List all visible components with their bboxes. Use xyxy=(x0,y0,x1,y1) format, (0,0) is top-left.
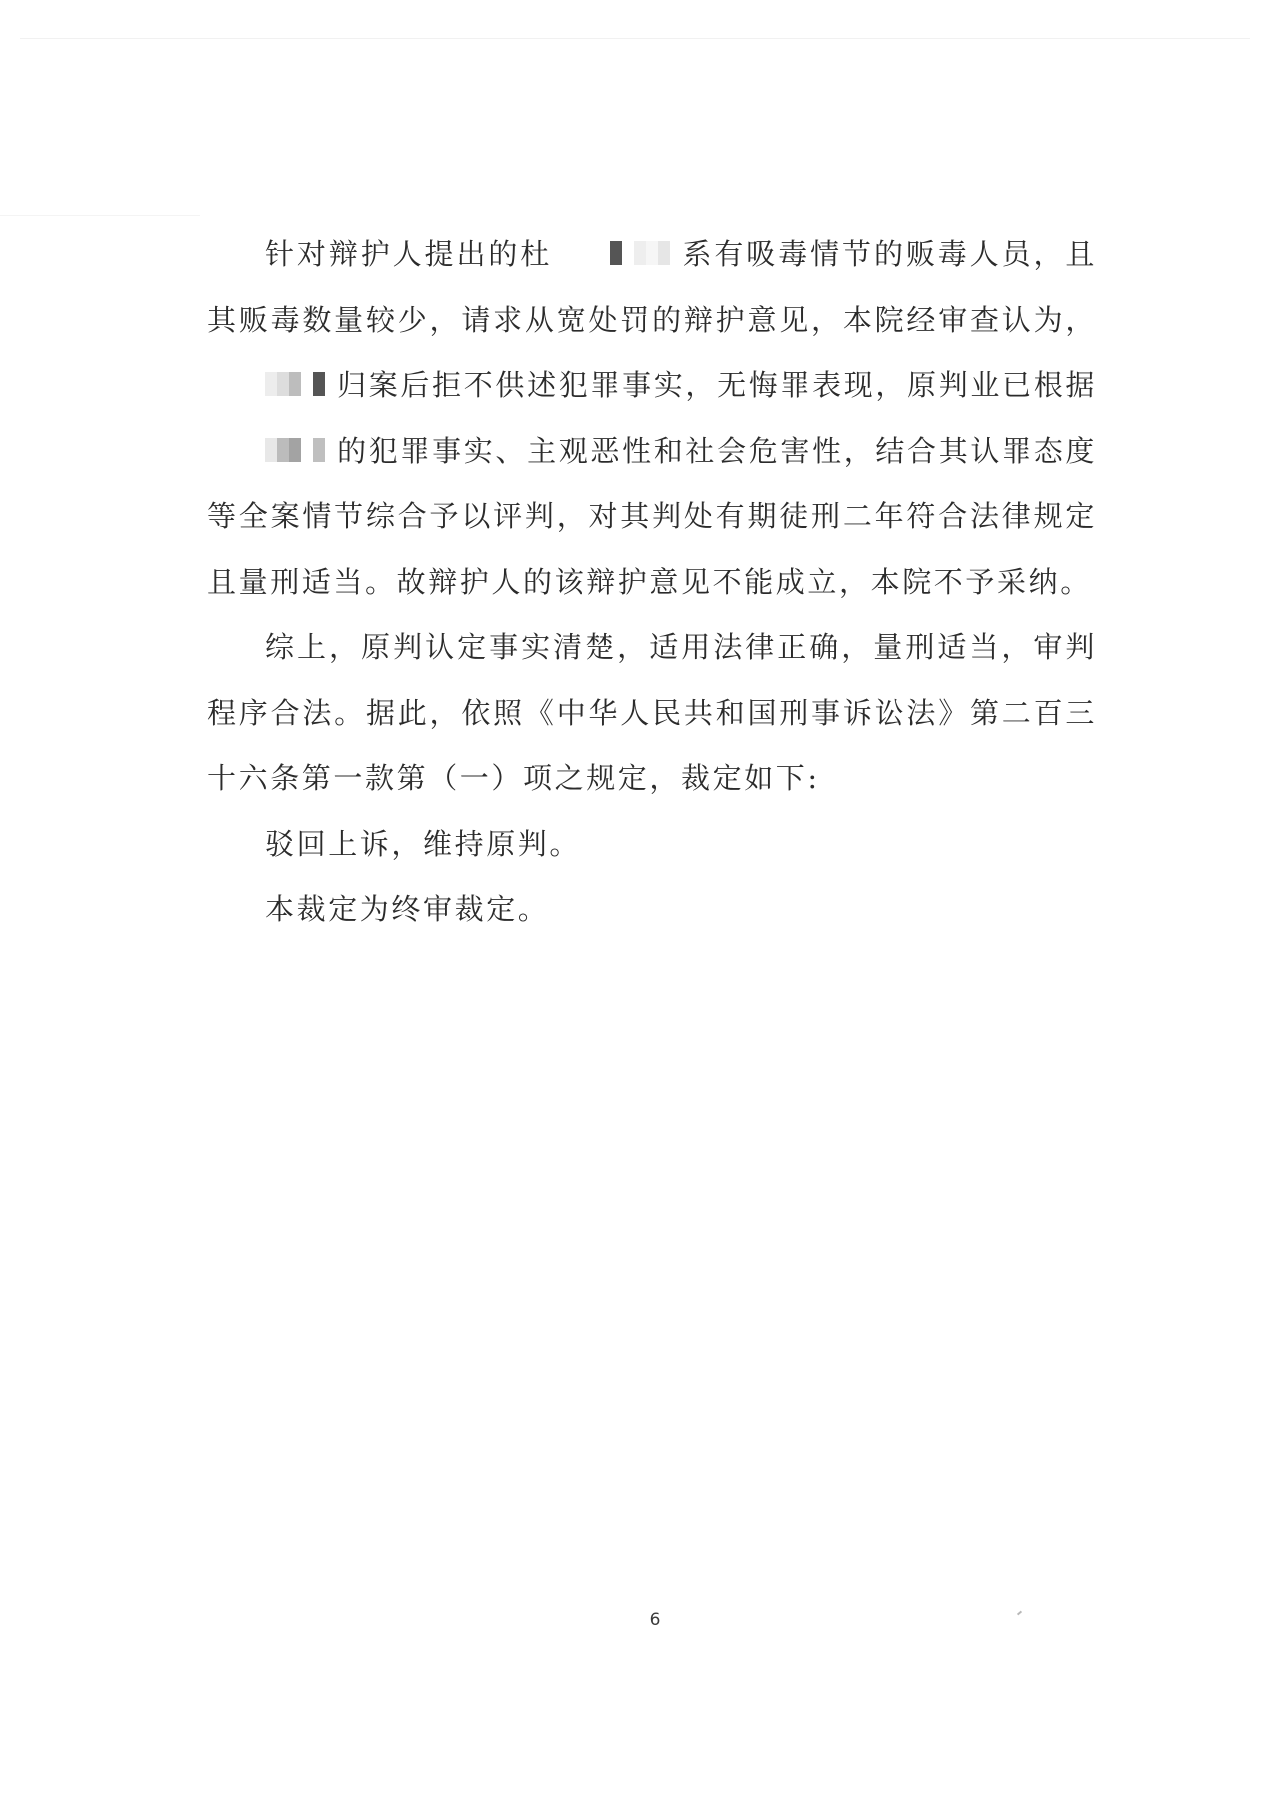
paragraph xyxy=(207,222,1097,615)
paragraph xyxy=(207,615,1097,812)
scan-speck xyxy=(1017,1611,1022,1616)
paragraph-text: 系有吸毒情节的贩毒人员，且其贩毒数量较少，请求从宽处罚的辩护意见，本院经审查认为， xyxy=(207,237,1097,337)
scan-edge-line xyxy=(20,38,1250,39)
paragraph-text: 针对辩护人提出的杜 xyxy=(265,237,553,271)
paragraph-text: 本裁定为终审裁定。 xyxy=(265,892,550,926)
paragraph-text: 驳回上诉，维持原判。 xyxy=(265,826,582,861)
scan-artifact xyxy=(0,215,200,216)
redacted-name xyxy=(552,241,682,265)
paragraph xyxy=(207,877,1097,943)
paragraph-text: 的犯罪事实、主观恶性和社会危害性，结合其认罪态度等全案情节综合予以评判，对其判处有期徒刑二年符合法律规定且量刑适当。故辩护人的该辩护意见不能成立，本院不予采纳。 xyxy=(207,433,1097,599)
redacted-name xyxy=(207,438,337,462)
judgment-body xyxy=(207,222,1097,943)
paragraph-text: 归案后拒不供述犯罪事实，无悔罪表现，原判业已根据 xyxy=(337,368,1097,402)
page-number: 6 xyxy=(649,1610,661,1630)
redacted-name xyxy=(207,372,337,396)
paragraph xyxy=(207,812,1097,878)
paragraph-text: 综上，原判认定事实清楚，适用法律正确，量刑适当，审判程序合法。据此，依照《中华人民共和国刑事诉讼法》第二百三十六条第一款第（一）项之规定，裁定如下: xyxy=(207,630,1097,795)
